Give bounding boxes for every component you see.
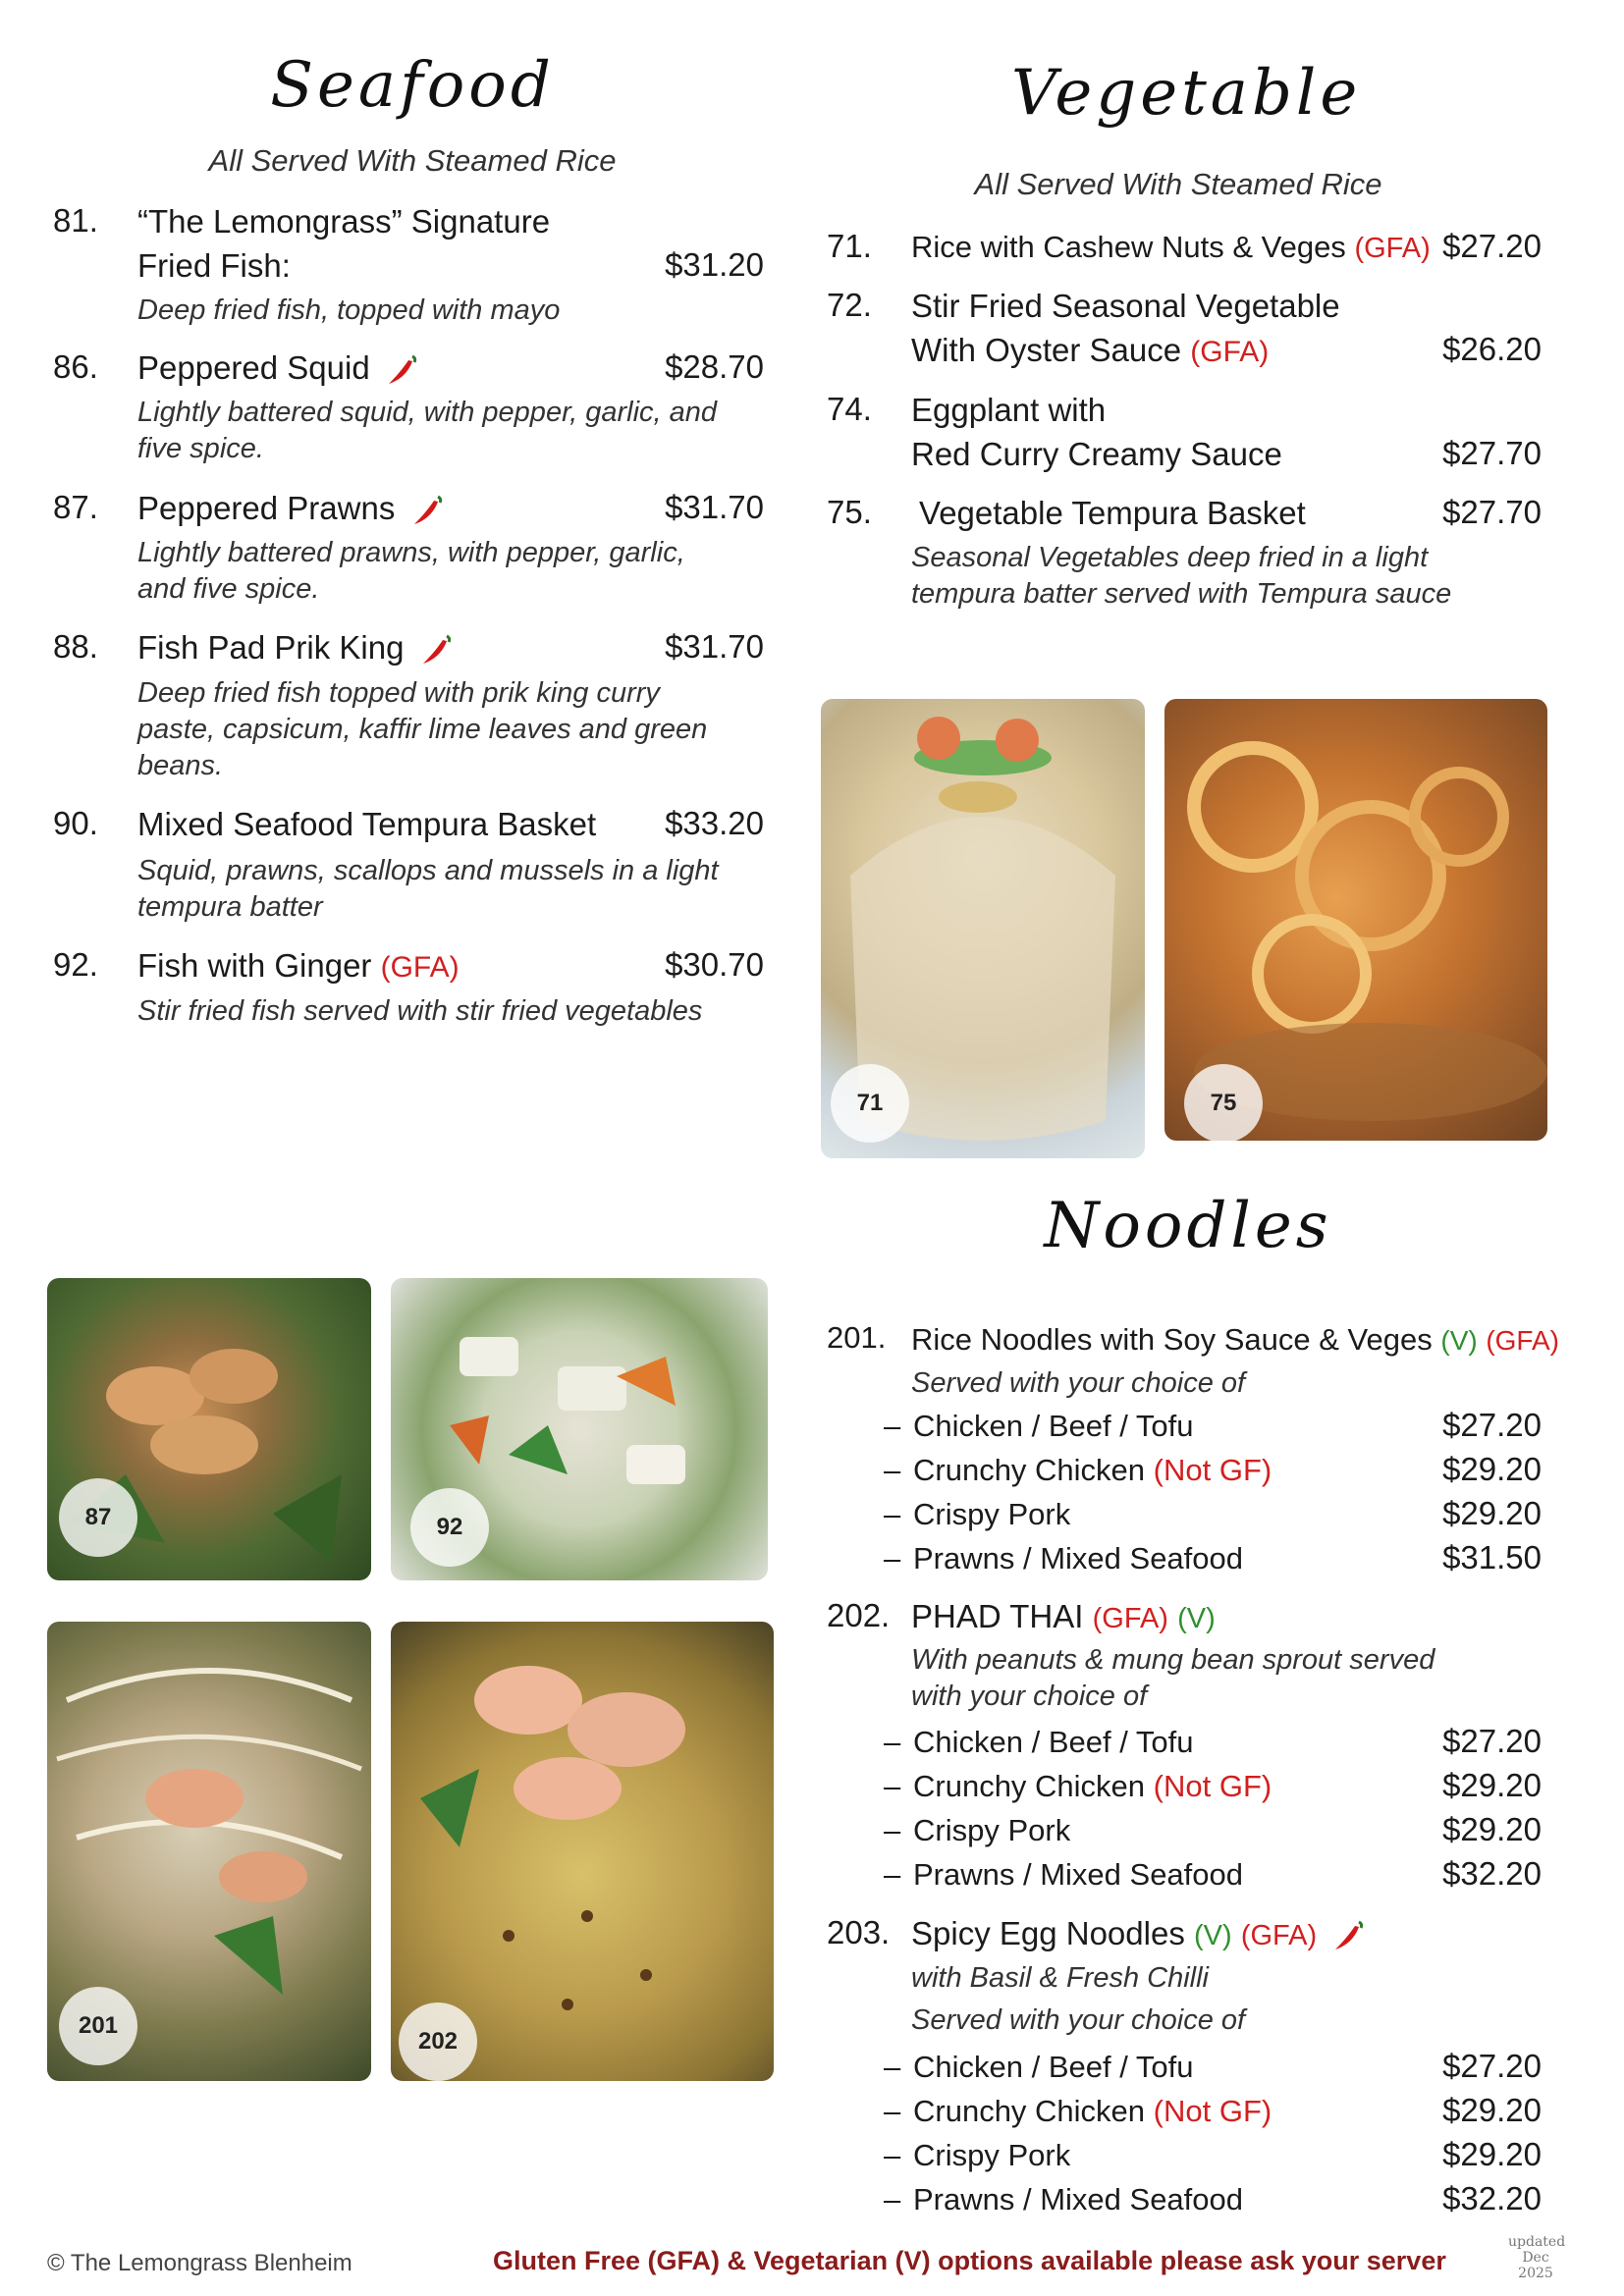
photo-badge: 75 (1184, 1064, 1263, 1141)
option-label: Prawns / Mixed Seafood (913, 2182, 1244, 2216)
item-price: $27.70 (1442, 494, 1542, 530)
dietary-notice: Gluten Free (GFA) & Vegetarian (V) options available please ask your server (493, 2246, 1446, 2275)
option-label-row (913, 1453, 1272, 1488)
item-description: five spice. (137, 433, 264, 464)
item-name: Stir Fried Seasonal Vegetable (911, 288, 1340, 324)
item-description: beans. (137, 750, 224, 781)
option-price: $27.20 (1442, 2048, 1542, 2084)
photo-badge: 87 (59, 1478, 137, 1557)
item-name-row (911, 328, 1269, 374)
item-number: 87. (53, 489, 98, 525)
option-label: Crispy Pork (913, 1813, 1071, 1847)
item-description: with your choice of (911, 1681, 1148, 1712)
item-number: 90. (53, 805, 98, 841)
veg-tag: (V) (1440, 1325, 1478, 1356)
item-name-row (911, 1911, 1367, 1958)
item-name-row (137, 625, 455, 669)
chili-pepper-icon (1331, 1918, 1367, 1953)
option-label: Crunchy Chicken (913, 1769, 1146, 1803)
item-description: with Basil & Fresh Chilli (911, 1962, 1209, 1994)
option-price: $29.20 (1442, 1495, 1542, 1531)
item-name: Rice with Cashew Nuts & Veges (911, 230, 1346, 264)
item-number: 81. (53, 202, 98, 239)
item-name: PHAD THAI (911, 1598, 1084, 1634)
gfa-tag: (GFA) (1354, 233, 1431, 264)
option-dash: – (884, 1725, 901, 1759)
item-name-row (911, 1594, 1216, 1641)
option-label: Crunchy Chicken (913, 1453, 1146, 1487)
item-price: $27.70 (1442, 435, 1542, 471)
item-name: Eggplant with (911, 392, 1107, 428)
option-label: Crunchy Chicken (913, 2094, 1146, 2128)
option-price: $29.20 (1442, 1767, 1542, 1803)
option-dash: – (884, 1497, 901, 1531)
item-number: 75. (827, 494, 872, 530)
item-description: Deep fried fish topped with prik king curry (137, 677, 660, 709)
option-price: $31.50 (1442, 1539, 1542, 1575)
item-description: Lightly battered squid, with pepper, garlic, and (137, 397, 718, 428)
noodles-title: Noodles (1044, 1190, 1332, 1262)
photo-vegetable-tempura (1164, 699, 1547, 1141)
not-gf-tag: (Not GF) (1153, 2094, 1272, 2128)
item-description: tempura batter (137, 891, 323, 923)
option-price: $27.20 (1442, 1723, 1542, 1759)
option-dash: – (884, 1541, 901, 1575)
photo-cashew-rice (821, 699, 1145, 1158)
item-price: $33.20 (665, 805, 764, 841)
item-price: $26.20 (1442, 331, 1542, 367)
not-gf-tag: (Not GF) (1153, 1453, 1272, 1487)
item-name: Fish Pad Prik King (137, 629, 405, 666)
option-price: $32.20 (1442, 2180, 1542, 2216)
item-name: With Oyster Sauce (911, 332, 1182, 368)
chili-pepper-icon (419, 632, 455, 667)
seafood-subtitle: All Served With Steamed Rice (208, 143, 617, 178)
item-description: Served with your choice of (911, 2004, 1246, 2036)
option-dash: – (884, 2050, 901, 2084)
item-name-row (137, 486, 446, 530)
option-price: $29.20 (1442, 2136, 1542, 2172)
option-price: $29.20 (1442, 2092, 1542, 2128)
item-name-row (911, 1317, 1559, 1362)
option-label: Chicken / Beef / Tofu (913, 1409, 1194, 1443)
item-name: Rice Noodles with Soy Sauce & Veges (911, 1322, 1433, 1357)
gfa-tag: (GFA) (1190, 336, 1270, 368)
option-label: Prawns / Mixed Seafood (913, 1857, 1244, 1892)
item-description: Squid, prawns, scallops and mussels in a light (137, 855, 719, 886)
option-dash: – (884, 2094, 901, 2128)
photo-badge: 202 (399, 2002, 477, 2081)
item-number: 71. (827, 228, 872, 264)
option-label: Chicken / Beef / Tofu (913, 1725, 1194, 1759)
item-description: With peanuts & mung bean sprout served (911, 1644, 1435, 1676)
option-label-row (913, 1769, 1272, 1804)
item-name: Vegetable Tempura Basket (919, 495, 1306, 531)
option-dash: – (884, 2138, 901, 2172)
item-price: $30.70 (665, 946, 764, 983)
item-description: Served with your choice of (911, 1367, 1246, 1399)
gfa-tag: (GFA) (1092, 1603, 1168, 1634)
updated-month: Dec (1522, 2250, 1549, 2266)
copyright: © The Lemongrass Blenheim (47, 2250, 352, 2276)
item-description: Deep fried fish, topped with mayo (137, 294, 561, 326)
photo-phad-thai (391, 1622, 774, 2081)
option-price: $29.20 (1442, 1451, 1542, 1487)
item-number: 74. (827, 391, 872, 427)
option-dash: – (884, 1409, 901, 1443)
gfa-tag: (GFA) (1240, 1920, 1318, 1951)
veg-tag: (V) (1194, 1920, 1232, 1951)
item-number: 72. (827, 287, 872, 323)
item-number: 88. (53, 628, 98, 665)
seafood-title: Seafood (270, 49, 555, 122)
item-price: $28.70 (665, 348, 764, 385)
vegetable-title: Vegetable (1011, 57, 1362, 130)
item-description: tempura batter served with Tempura sauce (911, 578, 1452, 610)
item-name: Peppered Prawns (137, 490, 396, 526)
item-number: 86. (53, 348, 98, 385)
gfa-tag: (GFA) (1486, 1325, 1559, 1356)
item-name: Red Curry Creamy Sauce (911, 436, 1282, 472)
vegetable-subtitle: All Served With Steamed Rice (974, 167, 1382, 201)
option-label-row (913, 2094, 1272, 2129)
item-number: 92. (53, 946, 98, 983)
not-gf-tag: (Not GF) (1153, 1769, 1272, 1803)
gfa-tag: (GFA) (380, 951, 460, 984)
item-name: Fried Fish: (137, 247, 291, 284)
item-name: “The Lemongrass” Signature (137, 203, 551, 240)
option-price: $27.20 (1442, 1407, 1542, 1443)
photo-peppered-prawns (47, 1278, 371, 1580)
chili-pepper-icon (410, 493, 446, 528)
item-name-row (911, 225, 1431, 271)
item-description: Lightly battered prawns, with pepper, garlic, (137, 537, 685, 568)
option-dash: – (884, 2182, 901, 2216)
item-name: Spicy Egg Noodles (911, 1915, 1185, 1951)
item-name: Mixed Seafood Tempura Basket (137, 806, 597, 842)
option-label: Prawns / Mixed Seafood (913, 1541, 1244, 1575)
item-price: $31.20 (665, 246, 764, 283)
option-dash: – (884, 1769, 901, 1803)
updated-note (1508, 2234, 1566, 2281)
photo-badge: 92 (410, 1488, 489, 1567)
item-name-row (137, 943, 460, 989)
item-number: 202. (827, 1597, 891, 1633)
item-name-row (137, 346, 420, 390)
photo-rice-noodles (47, 1622, 371, 2081)
option-label: Crispy Pork (913, 2138, 1071, 2172)
option-dash: – (884, 1813, 901, 1847)
item-price: $27.20 (1442, 228, 1542, 264)
option-label: Crispy Pork (913, 1497, 1071, 1531)
item-name: Fish with Ginger (137, 947, 372, 984)
option-price: $29.20 (1442, 1811, 1542, 1847)
item-description: Seasonal Vegetables deep fried in a light (911, 542, 1429, 573)
item-number: 203. (827, 1914, 891, 1950)
item-description: paste, capsicum, kaffir lime leaves and green (137, 714, 708, 745)
photo-badge: 71 (831, 1064, 909, 1143)
option-dash: – (884, 1453, 901, 1487)
option-price: $32.20 (1442, 1855, 1542, 1892)
item-price: $31.70 (665, 489, 764, 525)
photo-badge: 201 (59, 1987, 137, 2065)
item-number: 201. (827, 1320, 887, 1355)
chili-pepper-icon (385, 352, 420, 388)
updated-line: updated (1508, 2234, 1566, 2250)
veg-tag: (V) (1177, 1603, 1216, 1634)
option-dash: – (884, 1857, 901, 1892)
item-description: Stir fried fish served with stir fried vegetables (137, 995, 703, 1027)
photo-fish-ginger (391, 1278, 768, 1580)
item-name: Peppered Squid (137, 349, 370, 386)
item-description: and five spice. (137, 573, 320, 605)
option-label: Chicken / Beef / Tofu (913, 2050, 1194, 2084)
item-price: $31.70 (665, 628, 764, 665)
updated-year: 2025 (1518, 2266, 1553, 2281)
